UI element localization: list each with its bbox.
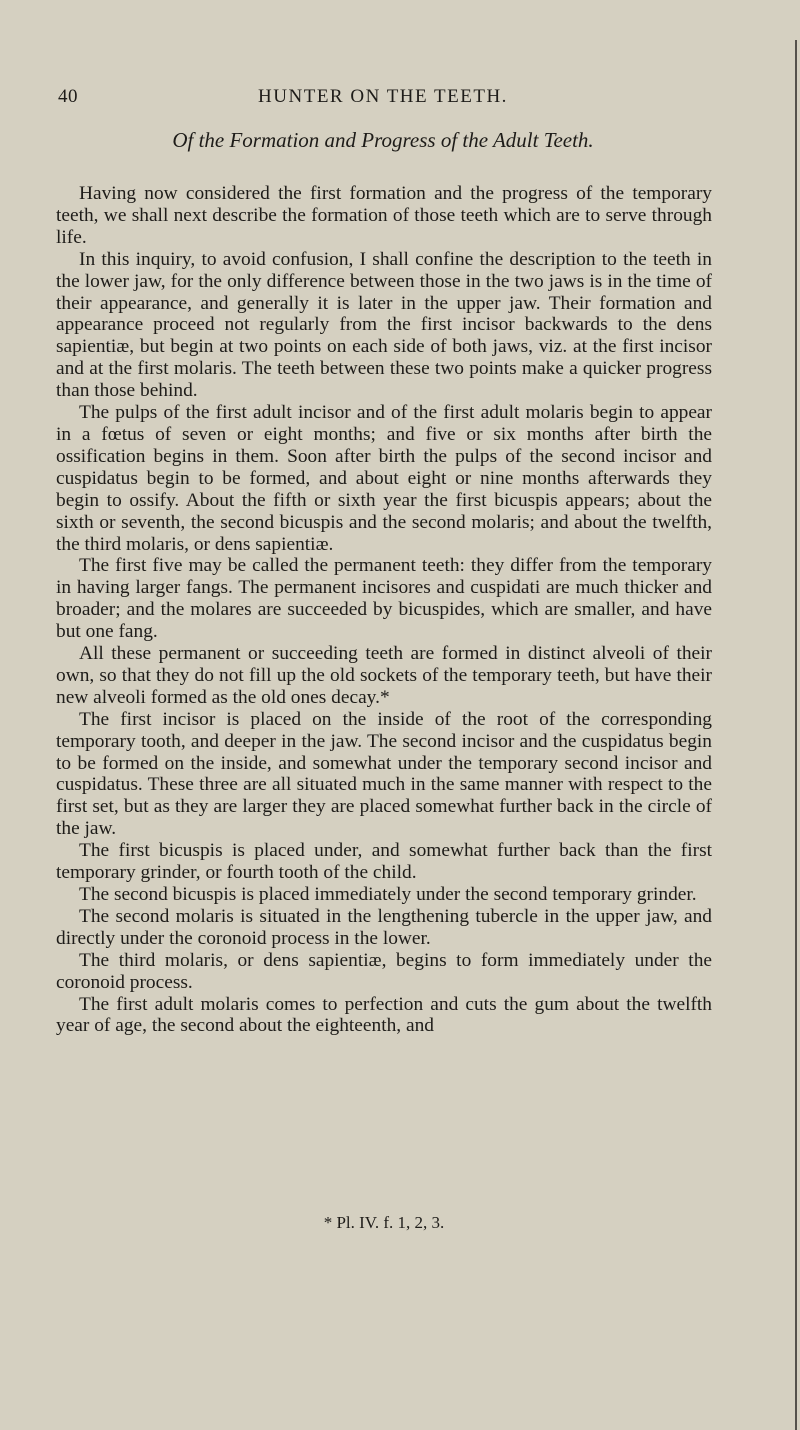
page-number: 40 bbox=[58, 86, 78, 107]
page-header bbox=[58, 86, 708, 116]
section-heading: Of the Formation and Progress of the Adult Teeth. bbox=[172, 128, 594, 152]
footnote: * Pl. IV. f. 1, 2, 3. bbox=[323, 1213, 445, 1232]
body-text bbox=[56, 183, 712, 1037]
paragraph: The third molaris, or dens sapientiæ, begins to form immediately under the coronoid process. bbox=[56, 949, 712, 993]
page-edge bbox=[795, 40, 797, 1430]
paragraph: The first incisor is placed on the inside of the root of the corresponding temporary tooth, and deeper in the jaw. The second incisor and the cuspidatus begin to be formed on the inside, and somewhat under the temporary second incisor and cuspidatus. These three are all situated much in the same manner with respect to the first set, but as they are larger they are placed somewhat further back in the circle of the jaw. bbox=[56, 708, 712, 840]
running-title: HUNTER ON THE TEETH. bbox=[258, 86, 508, 107]
paragraph: Having now considered the first formation and the progress of the temporary teeth, we shall next describe the formation of those teeth which are to serve through life. bbox=[56, 183, 712, 248]
paragraph: The pulps of the first adult incisor and of the first adult molaris begin to appear in a fœtus of seven or eight months; and five or six months after birth the ossification begins in them. Soon after birth the pulps of the second incisor and cuspidatus begin to be formed, and about eight or nine months afterwards they begin to ossify. About the fifth or sixth year the first bicuspis appears; about the sixth or seventh, the second bicuspis and the second molaris; and about the twelfth, the third molaris, or dens sapientiæ. bbox=[56, 402, 712, 555]
paragraph: All these permanent or succeeding teeth are formed in distinct alveoli of their own, so that they do not fill up the old sockets of the temporary teeth, but have their new alveoli formed as the old ones decay.* bbox=[56, 643, 712, 708]
paragraph: The second molaris is situated in the lengthening tubercle in the upper jaw, and directly under the coronoid process in the lower. bbox=[56, 905, 712, 949]
paragraph: In this inquiry, to avoid confusion, I shall confine the description to the teeth in the lower jaw, for the only difference between those in the two jaws is in the time of their appearance, and generally it is later in the upper jaw. Their formation and appearance proceed not regularly from the first incisor backwards to the dens sapientiæ, but begin at two points on each side of both jaws, viz. at the first incisor and at the first molaris. The teeth between these two points make a quicker progress than those behind. bbox=[56, 248, 712, 402]
paragraph: The first bicuspis is placed under, and somewhat further back than the first temporary grinder, or fourth tooth of the child. bbox=[56, 840, 712, 884]
paragraph: The second bicuspis is placed immediately under the second temporary grinder. bbox=[79, 884, 697, 905]
paragraph: The first adult molaris comes to perfection and cuts the gum about the twelfth year of age, the second about the eighteenth, and bbox=[56, 993, 712, 1037]
paragraph: The first five may be called the permanent teeth: they differ from the temporary in having larger fangs. The permanent incisores and cuspidati are much thicker and broader; and the molares are succeeded by bicuspides, which are smaller, and have but one fang. bbox=[56, 555, 712, 643]
